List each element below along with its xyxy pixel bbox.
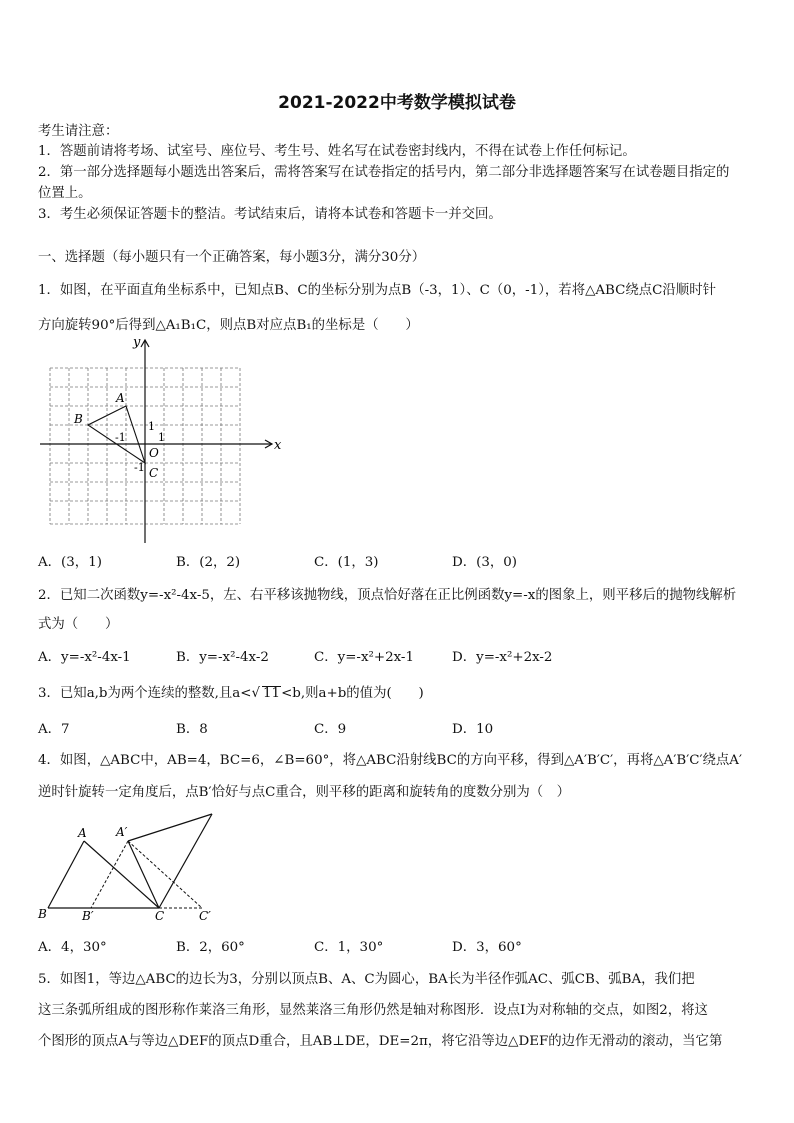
q5-line-1: 5．如图1，等边△ABC的边长为3，分别以顶点B、A、C为圆心，BA长为半径作弧AC、弧CB、弧BA，我们把 bbox=[38, 972, 695, 987]
label-y: y bbox=[133, 335, 141, 350]
section-heading: 一、选择题（每小题只有一个正确答案，每小题3分，满分30分） bbox=[38, 250, 426, 265]
label-b-prime: B′ bbox=[82, 909, 94, 923]
q3-stem-before: 3．已知a,b为两个连续的整数,且a< bbox=[38, 686, 252, 701]
label-c-prime: C′ bbox=[199, 909, 211, 923]
label-a: A bbox=[78, 826, 87, 840]
label-c: C bbox=[149, 466, 159, 480]
tick-neg1-x: -1 bbox=[115, 431, 126, 444]
segment-a1c bbox=[128, 841, 159, 908]
q1-option-a[interactable]: A．(3，1) bbox=[38, 555, 102, 570]
q1-line-2: 方向旋转90°后得到△A₁B₁C，则点B对应点B₁的坐标是（ ） bbox=[38, 318, 419, 333]
sqrt-symbol: √ bbox=[251, 686, 261, 701]
label-b: B bbox=[38, 907, 47, 921]
q1-option-b[interactable]: B．(2，2) bbox=[176, 555, 241, 570]
q2-option-a[interactable]: A．y=-x²-4x-1 bbox=[38, 650, 131, 665]
q1-coordinate-figure bbox=[36, 335, 286, 545]
q1-line-1: 1．如图，在平面直角坐标系中，已知点B、C的坐标分别为点B（-3，1）、C（0，-1），若将△ABC绕点C沿顺时针 bbox=[38, 283, 716, 298]
notice-line-1: 1．答题前请将考场、试室号、座位号、考生号、姓名写在试卷密封线内，不得在试卷上作任何标记。 bbox=[38, 144, 636, 159]
notice-line-4: 3．考生必须保证答题卡的整洁。考试结束后，请将本试卷和答题卡一并交回。 bbox=[38, 207, 502, 222]
label-c: C bbox=[155, 909, 165, 923]
q3-stem-after: <b,则a+b的值为( ) bbox=[281, 686, 424, 701]
label-a: A bbox=[116, 391, 125, 405]
q4-triangle-figure bbox=[36, 808, 226, 924]
q1-option-c[interactable]: C．(1，3) bbox=[314, 555, 379, 570]
q4-option-b[interactable]: B．2，60° bbox=[176, 940, 245, 955]
q4-line-1: 4．如图，△ABC中，AB=4，BC=6，∠B=60°，将△ABC沿射线BC的方向平移，得到△A′B′C′，再将△A′B′C′绕点A′ bbox=[38, 753, 743, 768]
q2-option-b[interactable]: B．y=-x²-4x-2 bbox=[176, 650, 269, 665]
q1-option-d[interactable]: D．(3，0) bbox=[452, 555, 518, 570]
q3-option-a[interactable]: A．7 bbox=[38, 722, 70, 737]
q3-radicand: 11 bbox=[263, 686, 281, 701]
q2-line-1: 2．已知二次函数y=-x²-4x-5，左、右平移该抛物线，顶点恰好落在正比例函数y=-x的图象上，则平移后的抛物线解析 bbox=[38, 588, 737, 603]
q5-line-2: 这三条弧所组成的图形称作莱洛三角形，显然莱洛三角形仍然是轴对称图形．设点I为对称轴的交点，如图2，将这 bbox=[38, 1003, 708, 1018]
q2-line-2: 式为（ ） bbox=[38, 617, 119, 632]
q4-option-a[interactable]: A．4，30° bbox=[38, 940, 107, 955]
label-o: O bbox=[149, 446, 159, 460]
q3-option-b[interactable]: B．8 bbox=[176, 722, 208, 737]
tick-1-x: 1 bbox=[158, 431, 165, 444]
notice-line-3: 位置上。 bbox=[38, 186, 92, 201]
notice-line-2: 2．第一部分选择题每小题选出答案后，需将答案写在试卷指定的括号内，第二部分非选择题答案写在试卷题目指定的 bbox=[38, 165, 730, 180]
q4-line-2: 逆时针旋转一定角度后，点B′恰好与点C重合，则平移的距离和旋转角的度数分别为（ ） bbox=[38, 785, 570, 800]
page-title: 2021-2022中考数学模拟试卷 bbox=[278, 93, 516, 113]
label-b: B bbox=[74, 412, 83, 426]
tick-neg1-y: -1 bbox=[134, 461, 145, 474]
q3-option-c[interactable]: C．9 bbox=[314, 722, 347, 737]
label-a-prime: A′ bbox=[116, 825, 128, 839]
q5-line-3: 个图形的顶点A与等边△DEF的顶点D重合，且AB⊥DE，DE=2π，将它沿等边△DEF的边作无滑动的滚动，当它第 bbox=[38, 1034, 723, 1049]
q3-stem bbox=[38, 682, 424, 701]
segment-ac bbox=[84, 841, 159, 908]
dashed-a1b1 bbox=[91, 841, 128, 908]
q4-option-d[interactable]: D．3，60° bbox=[452, 940, 522, 955]
notice-heading: 考生请注意： bbox=[38, 124, 119, 139]
tick-1-y: 1 bbox=[148, 420, 155, 433]
label-x: x bbox=[274, 438, 282, 453]
q4-option-c[interactable]: C．1，30° bbox=[314, 940, 384, 955]
segment-ab bbox=[48, 841, 84, 908]
q2-option-d[interactable]: D．y=-x²+2x-2 bbox=[452, 650, 553, 665]
q3-option-d[interactable]: D．10 bbox=[452, 722, 494, 737]
q2-option-c[interactable]: C．y=-x²+2x-1 bbox=[314, 650, 414, 665]
